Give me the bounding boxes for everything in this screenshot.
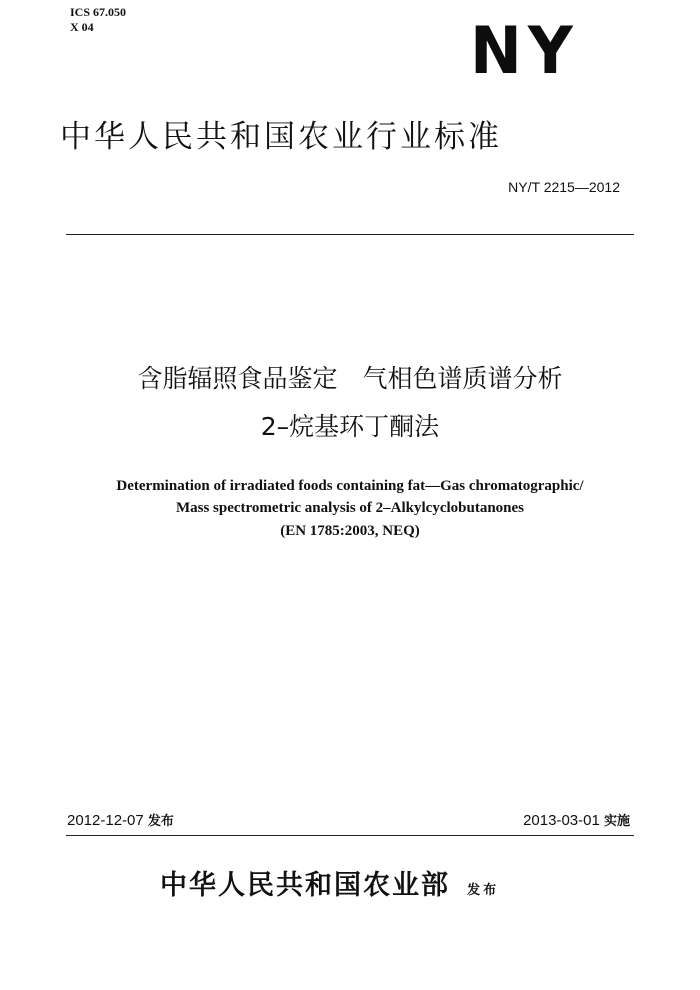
publisher-verb: 发布 (467, 883, 500, 898)
issue-date: 2012-12-07 (67, 812, 144, 829)
top-divider (66, 234, 634, 235)
english-title-reference: (EN 1785:2003, NEQ) (280, 523, 420, 539)
implementation-date: 2013-03-01 (523, 812, 600, 829)
bottom-divider (66, 835, 634, 836)
publisher-block (160, 863, 499, 902)
ics-classification-block (70, 5, 126, 35)
implementation-label: 实施 (603, 814, 630, 829)
publisher-name: 中华人民共和国农业部 (160, 870, 450, 901)
organization-title: 中华人民共和国农业行业标准 (60, 119, 502, 155)
ny-brand-logo: NY (470, 12, 579, 89)
chinese-title-line-2: 2–烷基环丁酮法 (260, 412, 440, 441)
classification-code: X 04 (70, 20, 94, 34)
english-title-line-2: Mass spectrometric analysis of 2–Alkylcyclobutanones (175, 500, 525, 516)
issue-label: 发布 (147, 814, 174, 829)
english-title-line-1: Determination of irradiated foods containing fat—Gas chromatographic/ (116, 478, 584, 494)
standard-number: NY/T 2215—2012 (508, 179, 620, 195)
chinese-title-line-1: 含脂辐照食品鉴定 气相色谱质谱分析 (137, 364, 563, 393)
ics-code: ICS 67.050 (70, 5, 127, 19)
implementation-date-block (523, 810, 630, 833)
issue-date-block (67, 810, 174, 833)
